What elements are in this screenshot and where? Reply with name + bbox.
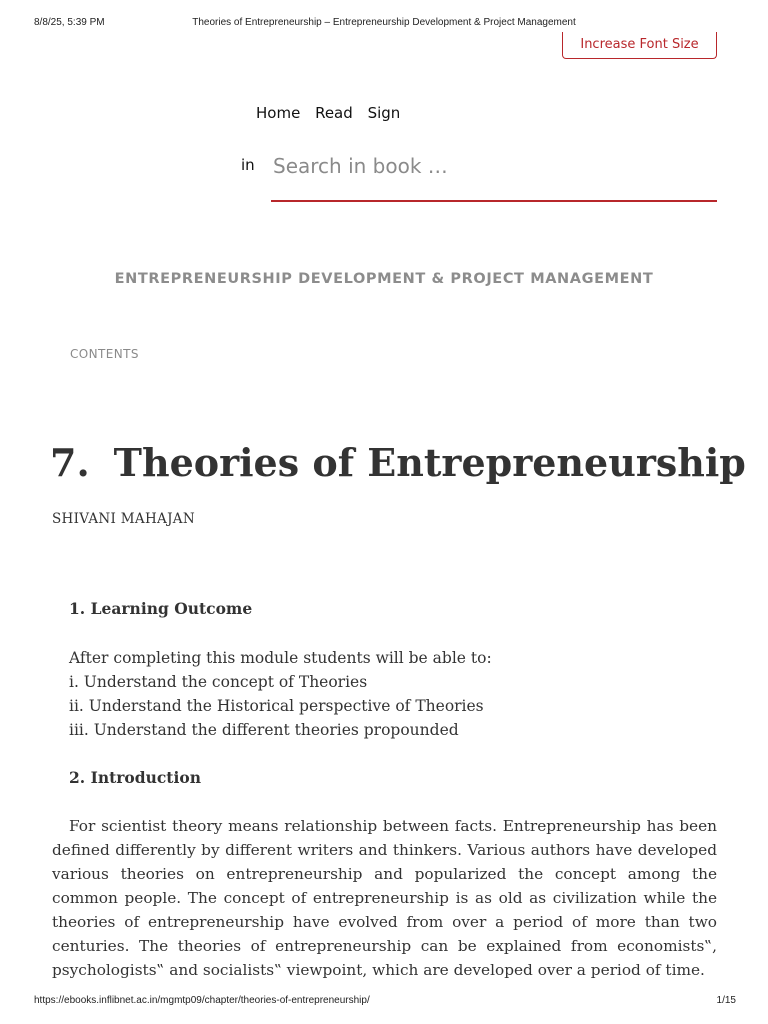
introduction-paragraph: For scientist theory means relationship between facts. Entrepreneurship has been defined differently by different writers and thinkers. Various authors have developed various theories on entrepreneurship and popularized the concept among the common people. The concept of entrepreneurship is as old as civilization while the theories of entrepreneurship have evolved from over a period of more than two centuries. The theories of entrepreneurship can be explained from economists‟, psychologists‟ and socialists‟ viewpoint, which are developed over a period of time. bbox=[52, 817, 717, 979]
contents-link[interactable]: CONTENTS bbox=[70, 347, 139, 361]
outcome-line: i. Understand the concept of Theories bbox=[69, 673, 368, 691]
chapter-title-text: Theories of Entrepreneurship bbox=[113, 440, 746, 485]
increase-font-size-button[interactable]: Increase Font Size bbox=[562, 32, 717, 59]
chapter-content bbox=[52, 597, 717, 982]
chapter-author: SHIVANI MAHAJAN bbox=[52, 511, 195, 527]
print-page-number: 1/15 bbox=[716, 995, 736, 1006]
print-datetime: 8/8/25, 5:39 PM bbox=[34, 17, 105, 28]
outcome-line: ii. Understand the Historical perspective of Theories bbox=[69, 697, 484, 715]
outcome-line: iii. Understand the different theories propounded bbox=[69, 721, 459, 739]
print-url: https://ebooks.inflibnet.ac.in/mgmtp09/chapter/theories-of-entrepreneurship/ bbox=[34, 995, 370, 1006]
nav-home-link[interactable]: Home bbox=[256, 104, 301, 122]
nav-sign-in-link-tail[interactable]: in bbox=[241, 156, 255, 174]
introduction-heading: 2. Introduction bbox=[69, 768, 201, 787]
outcome-line: After completing this module students will be able to: bbox=[69, 649, 492, 667]
print-footer bbox=[0, 995, 768, 1009]
learning-outcome-heading: 1. Learning Outcome bbox=[69, 599, 253, 618]
nav-sign-in-link[interactable]: Sign bbox=[367, 104, 401, 122]
learning-outcome-list bbox=[69, 646, 717, 742]
book-title: ENTREPRENEURSHIP DEVELOPMENT & PROJECT MANAGEMENT bbox=[114, 271, 654, 287]
print-header bbox=[0, 17, 768, 31]
print-doc-title: Theories of Entrepreneurship – Entrepreneurship Development & Project Management bbox=[192, 17, 576, 28]
nav-read-link[interactable]: Read bbox=[315, 104, 353, 122]
chapter-title bbox=[50, 440, 746, 485]
search-input[interactable] bbox=[271, 146, 717, 202]
chapter-number: 7. bbox=[50, 440, 90, 485]
main-nav bbox=[256, 104, 410, 122]
